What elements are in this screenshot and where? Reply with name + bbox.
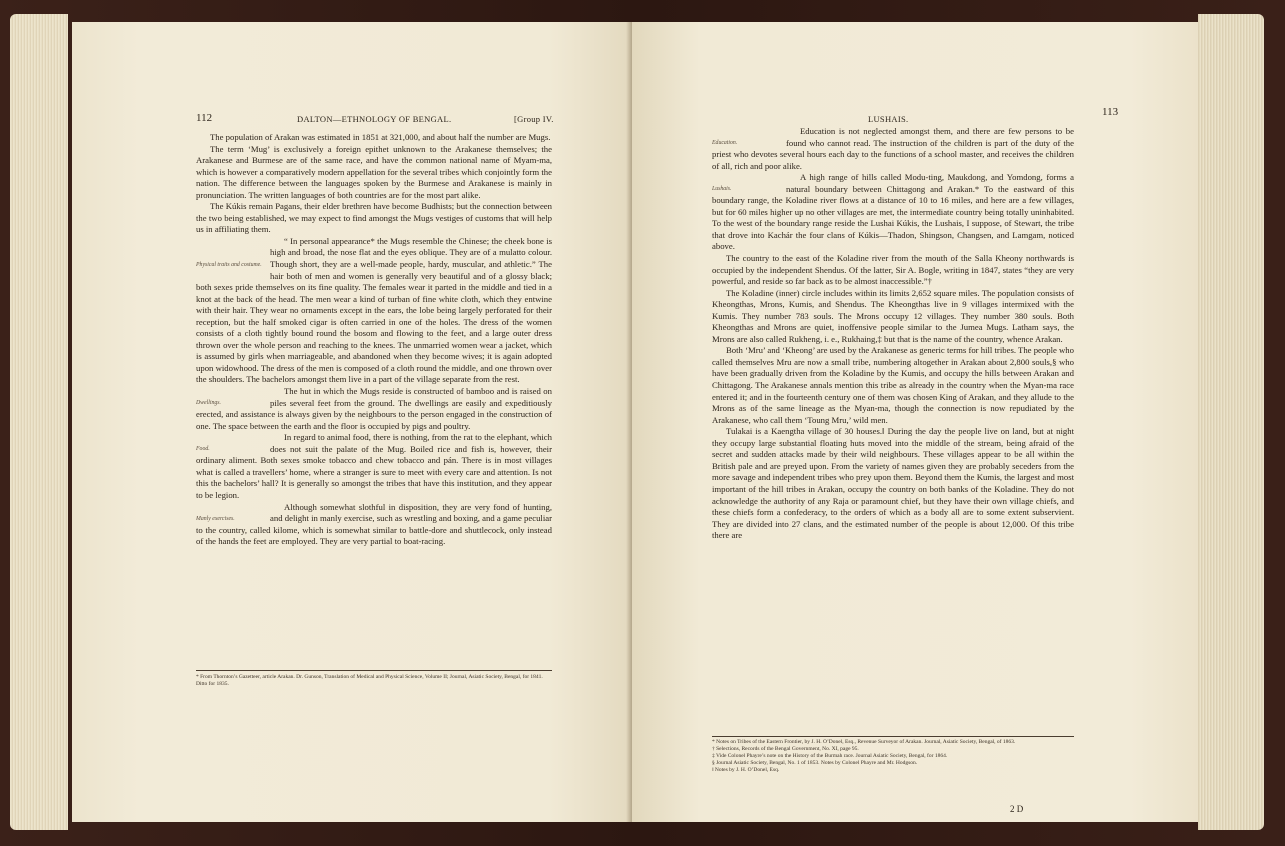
sidenote: Lushais. [712, 186, 732, 193]
page-edges-right [1198, 14, 1264, 830]
paragraph [196, 386, 552, 432]
footnote-rule [712, 736, 1074, 737]
paragraph-text: “ In personal appearance* the Mugs resemble the Chinese; the cheek bone is high and broad, the nose flat and the eyes oblique. They are of a mulatto colour. Though short, they are a well-made people, hardy, muscular, and athletic.” The hair both of men and women is generally very beautiful and of a glossy black; both sexes pride themselves on its fine quality. The females wear it parted in the middle and tied in a knot at the back of the head. The men wear a kind of turban of fine white cloth, which they entwine with their hair. They wear no ornaments except in the ears, the lobe being largely perforated for their reception, but the half smoked cigar is often carried in one of the holes. The dress of the women consists of a cloth tightly bound round the bosom and flowing to the feet, and a large outer dress thrown over the whole person and reaching to the knees. The unmarried women wear a jacket, which is assumed by girls when marriageable, and abandoned when they become wives; it is again adopted upon widowhood. The dress of the men is composed of a cloth round the middle, and one thrown over the shoulders. The bachelors amongst them live in a part of the village separate from the rest. [196, 235, 552, 385]
footnote: * Notes on Tribes of the Eastern Frontier, by J. H. O’Donel, Esq., Revenue Surveyor of Arakan. Journal, Asiatic Society, Bengal, of 1863. [712, 739, 1016, 745]
sidenote: Manly exercises. [196, 515, 235, 522]
paragraph [196, 236, 552, 386]
sidenote: Food. [196, 446, 210, 453]
paragraph [712, 172, 1074, 253]
paragraph: Both ‘Mru’ and ‘Kheong’ are used by the Arakanese as generic terms for hill tribes. The people who called themselves Mru are now a small tribe, numbering altogether in Arakan about 2,800 souls,§ who have been gradually driven from the Koladine by the Kumis, and occupy the hills between Arakan and Chittagong. The Arakanese annals mention this tribe as already in the country when the Myan-ma race entered it; and in the fourteenth century one of them was chosen King of Arakan, and they allude to the Mrons as of the same lineage as the Myan-ma, though the connection is now repudiated by the Arakanese, who call them ‘Toung Mru,’ wild men. [712, 345, 1074, 425]
paragraph: The Koladine (inner) circle includes within its limits 2,652 square miles. The population consists of Kheongthas, Mrons, Kumis, and Shendus. The Kheongthas live in 9 villages intermixed with the Kumis. They number 783 souls. The Mrons occupy 12 villages. They number 380 souls. Both Kheongthas and Mrons are quiet, inoffensive people similar to the Jumea Mugs. Latham says, the Mrons are also called Rukheng, i. e., Rukhaing,‡ but that is the name of the country, whence Arakan. [712, 287, 1074, 344]
paragraph: The country to the east of the Koladine river from the mouth of the Salla Kheony northwards is occupied by the independent Shendus. Of the latter, Sir A. Bogle, writing in 1847, states “they are very powerful, and reside so far back as to be almost inaccessible.”† [712, 253, 1074, 287]
paragraph-text: The hut in which the Mugs reside is constructed of bamboo and is raised on piles several feet from the ground. The dwellings are easily and expeditiously erected, and assistance is always given by the neighbours to the person engaged in the construction of one. The space between the earth and the floor is occupied by pigs and poultry. [196, 386, 552, 431]
running-head: LUSHAIS. [868, 114, 909, 124]
sidenote: Physical traits and costume. [196, 261, 262, 268]
group-label: [Group IV. [514, 114, 554, 124]
signature-mark: 2 D [1010, 804, 1024, 814]
paragraph [712, 126, 1074, 172]
footnote: § Journal Asiatic Society, Bengal, No. 1 of 1853. Notes by Colonel Phayre and Mr. Hodgson. [712, 760, 918, 766]
page-number: 113 [1102, 106, 1119, 118]
footnotes [196, 674, 552, 688]
sidenote: Education. [712, 140, 738, 146]
sidenote: Dwellings. [196, 400, 221, 407]
right-page [632, 22, 1198, 822]
footnotes [712, 739, 1074, 774]
footnote: ‡ Vide Colonel Phayre’s note on the History of the Burmah race. Journal Asiatic Society, Bengal, for 1864. [712, 753, 948, 759]
left-page [72, 22, 632, 822]
paragraph: The Kúkis remain Pagans, their elder brethren have become Budhists; but the connection between the two being established, we may expect to find amongst the Mugs vestiges of customs that will help us in affiliating them. [196, 201, 552, 235]
paragraph: The population of Arakan was estimated in 1851 at 321,000, and about half the number are Mugs. [210, 132, 551, 142]
right-body-text [712, 126, 1074, 542]
footnote: * From Thornton’s Gazetteer, article Arakan. Dr. Gunson, Translation of Medical and Physical Science, Volume II; Journal, Asiatic Society, Bengal, for 1841. Ditto for 1835. [196, 674, 543, 687]
paragraph-text: A high range of hills called Modu-ting, Maukdong, and Yomdong, forms a natural boundary between Chittagong and Arakan.* To the eastward of this boundary range, the Koladine river flows at a distance of 10 to 16 miles, and here are a few villages, but for 60 miles higher up no other villages are met, the intermediate country being totally uninhabited. To the west of the boundary range reside the Lushai Kúkis, the Lushais, I suppose, of Stewart, the tribe that drove into Kachár the four clans of Kúkis—Thadon, Shingson, Changsen, and Lamgam, noticed above. [712, 172, 1074, 252]
page-edges-left [10, 14, 68, 830]
left-body-text [196, 132, 552, 548]
footnote: † Selections, Records of the Bengal Government, No. XI, page 95. [712, 746, 859, 752]
paragraph-text: Education is not neglected amongst them, and there are few persons to be found who cannot read. The instruction of the children is part of the duty of the priest who devotes several hours each day to the functions of a school master, and receives the children of all, rich and poor alike. [712, 126, 1074, 171]
paragraph: The term ‘Mug’ is exclusively a foreign epithet unknown to the Arakanese themselves; the Arakanese and Burmese are of the same race, and have the common national name of Myam-ma, which is however a comparatively modern appellation for the several tribes which conjointly form the nation. The difference between the languages spoken by the Burmese and Arakanese is mainly in pronunciation. The written languages of both countries are for the most part alike. [196, 143, 552, 200]
paragraph: Tulakai is a Kaengtha village of 30 houses.‖ During the day the people live on land, but at night they occupy large substantial floating huts moved into the middle of the stream, being afraid of the secret and sudden attacks made by their wild neighbours. These villages appear to be all within the British pale and are preyed upon. From the variety of names given they are probably seceders from the more savage and independent tribes who prey upon them. Beyond them the Kumis, the largest and most important of the hill tribes in Arakan, occupy the country on both banks of the Koladine. They do not acknowledge the authority of any Raja or paramount chief, but they have their own village chiefs, and these chiefs form a confederacy, to the orders of which as a body all are to some extent subservient. They are divided into 27 clans, and the estimated number of the people is about 12,000. Of this tribe there are [712, 426, 1074, 541]
footnote-rule [196, 670, 552, 671]
page-number: 112 [196, 112, 213, 124]
running-head: DALTON—ETHNOLOGY OF BENGAL. [297, 114, 452, 124]
paragraph [196, 432, 552, 501]
paragraph [196, 502, 552, 548]
paragraph-text: In regard to animal food, there is nothing, from the rat to the elephant, which does not suit the palate of the Mug. Boiled rice and fish is, however, their ordinary aliment. Both sexes smoke tobacco and chew tobacco and pán. There is in most villages what is called a travellers’ home, where a stranger is sure to meet with every care and attention. Is not this the bachelors’ hall? It is generally so amongst the tribes that have this institution, and they appear to be legion. [196, 432, 552, 500]
footnote: ‖ Notes by J. H. O’Donel, Esq. [712, 767, 780, 773]
paragraph-text: Although somewhat slothful in disposition, they are very fond of hunting, and delight in manly exercise, such as wrestling and boxing, and a game peculiar to the country, called kilome, which is somewhat similar to battle-dore and shuttlecock, only instead of the hands the feet are employed. They are very partial to boat-racing. [196, 501, 552, 547]
